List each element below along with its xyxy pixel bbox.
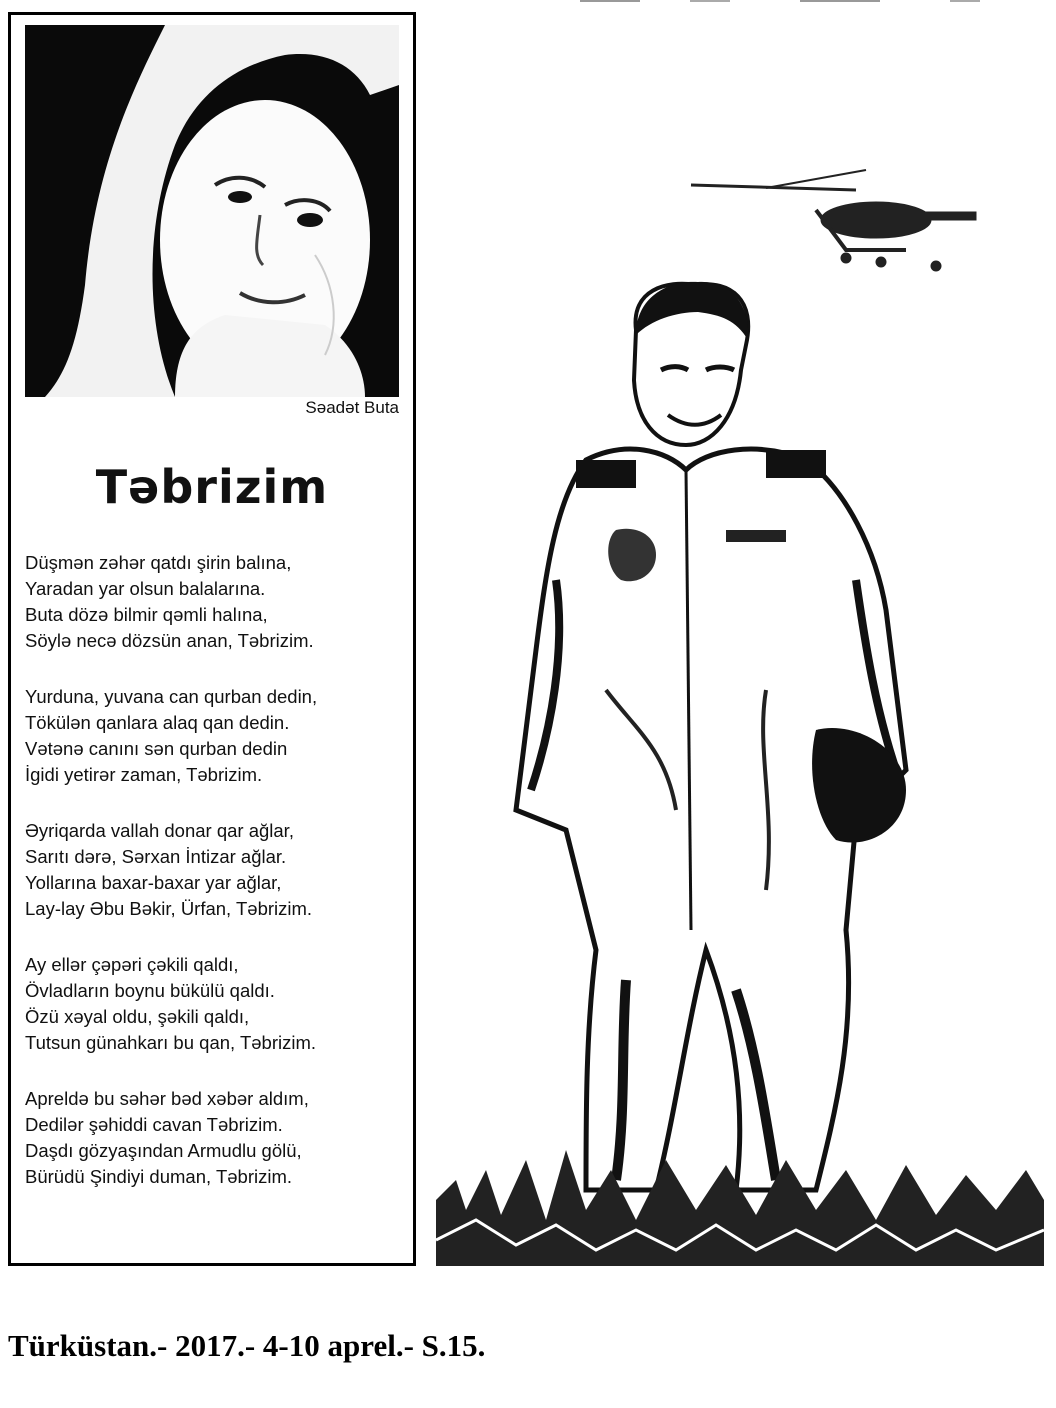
author-portrait [25, 25, 399, 397]
poem-line: Düşmən zəhər qatdı şirin balına, [25, 552, 292, 573]
scan-edge-marks [570, 0, 1010, 6]
poem-line: Buta dözə bilmir qəmli halına, [25, 604, 268, 625]
poem-line: Tökülən qanlara alaq qan dedin. [25, 712, 290, 733]
poem-line: Dedilər şəhiddi cavan Təbrizim. [25, 1114, 283, 1135]
stanza [25, 1086, 405, 1190]
poem-line: Lay-lay Əbu Bəkir, Ürfan, Təbrizim. [25, 898, 313, 919]
poem-line: İgidi yetirər zaman, Təbrizim. [25, 764, 263, 785]
stanza [25, 952, 405, 1056]
author-caption: Səadət Buta [305, 398, 399, 417]
stanza [25, 550, 405, 654]
poem-line: Sarıtı dərə, Sərxan İntizar ağlar. [25, 846, 287, 867]
poem-line: Özü xəyal oldu, şəkili qaldı, [25, 1006, 250, 1027]
poem-line: Yurduna, yuvana can qurban dedin, [25, 686, 318, 707]
poem-line: Söylə necə dözsün anan, Təbrizim. [25, 630, 314, 651]
poem-line: Tutsun günahkarı bu qan, Təbrizim. [25, 1032, 317, 1053]
poem-line: Vətənə canını sən qurban dedin [25, 738, 288, 759]
poem-line: Yollarına baxar-baxar yar ağlar, [25, 872, 282, 893]
stanza [25, 818, 405, 922]
poem-line: Övladların boynu bükülü qaldı. [25, 980, 275, 1001]
poem-line: Apreldə bu səhər bəd xəbər aldım, [25, 1088, 309, 1109]
stanza [25, 684, 405, 788]
poem-title: Təbrizim [95, 460, 329, 514]
poem-line: Ay ellər çəpəri çəkili qaldı, [25, 954, 239, 975]
poem-box [8, 12, 416, 1266]
pilot-photo [436, 130, 1044, 1266]
poem-line: Daşdı gözyaşından Armudlu gölü, [25, 1140, 302, 1161]
source-citation: Türküstan.- 2017.- 4-10 aprel.- S.15. [8, 1328, 486, 1363]
poem-line: Əyriqarda vallah donar qar ağlar, [25, 820, 294, 841]
poem-stanzas [25, 550, 405, 1220]
helicopter-icon [691, 170, 976, 271]
poem-line: Bürüdü Şindiyi duman, Təbrizim. [25, 1166, 293, 1187]
poem-line: Yaradan yar olsun balalarına. [25, 578, 266, 599]
